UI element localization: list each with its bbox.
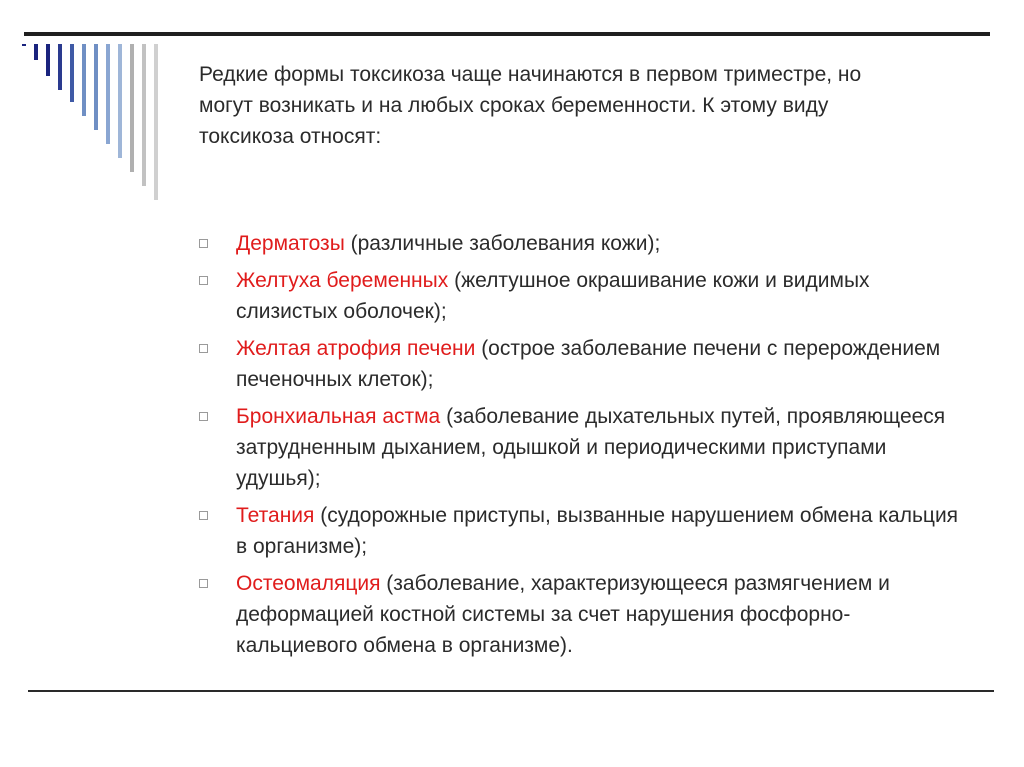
decor-bar — [22, 44, 26, 46]
decor-bar — [94, 44, 98, 130]
item-term: Остеомаляция — [236, 572, 381, 595]
item-description: (заболевание, характеризующееся размягчением и деформацией костной системы за счет нарушения фосфорно-кальциевого обмена в организме). — [236, 572, 890, 657]
intro-paragraph: Редкие формы токсикоза чаще начинаются в первом триместре, но могут возникать и на любых сроках беременности. К этому виду токсикоза относят: — [199, 63, 862, 148]
item-description: (желтушное окрашивание кожи и видимых слизистых оболочек); — [236, 269, 870, 323]
decor-bar — [34, 44, 38, 60]
decor-bar — [130, 44, 134, 172]
list-item — [199, 568, 959, 661]
decor-bar — [70, 44, 74, 102]
top-divider — [24, 32, 990, 36]
square-bullet-icon — [199, 344, 208, 353]
item-description: (заболевание дыхательных путей, проявляющееся затрудненным дыханием, одышкой и периодическими приступами удушья); — [236, 405, 946, 490]
bottom-divider — [28, 690, 994, 692]
item-term: Бронхиальная астма — [236, 405, 441, 428]
toxicosis-list — [199, 228, 959, 667]
decor-bar — [82, 44, 86, 116]
decor-bar — [118, 44, 122, 158]
square-bullet-icon — [199, 239, 208, 248]
decor-bar — [58, 44, 62, 90]
item-description: (различные заболевания кожи); — [344, 232, 661, 255]
decor-bar — [142, 44, 146, 186]
item-description: (судорожные приступы, вызванные нарушением обмена кальция в организме); — [236, 504, 959, 558]
list-item — [199, 228, 959, 259]
decor-bar — [154, 44, 158, 200]
square-bullet-icon — [199, 276, 208, 285]
item-term: Дерматозы — [236, 232, 345, 255]
item-term: Желтуха беременных — [236, 269, 449, 292]
square-bullet-icon — [199, 579, 208, 588]
item-term: Желтая атрофия печени — [236, 337, 476, 360]
square-bullet-icon — [199, 511, 208, 520]
decor-bar — [106, 44, 110, 144]
square-bullet-icon — [199, 412, 208, 421]
decor-bar — [46, 44, 50, 76]
list-item — [199, 500, 959, 562]
item-description: (острое заболевание печени с перерождением печеночных клеток); — [236, 337, 941, 391]
list-item — [199, 265, 959, 327]
list-item — [199, 333, 959, 395]
list-item — [199, 401, 959, 494]
item-term: Тетания — [236, 504, 315, 527]
